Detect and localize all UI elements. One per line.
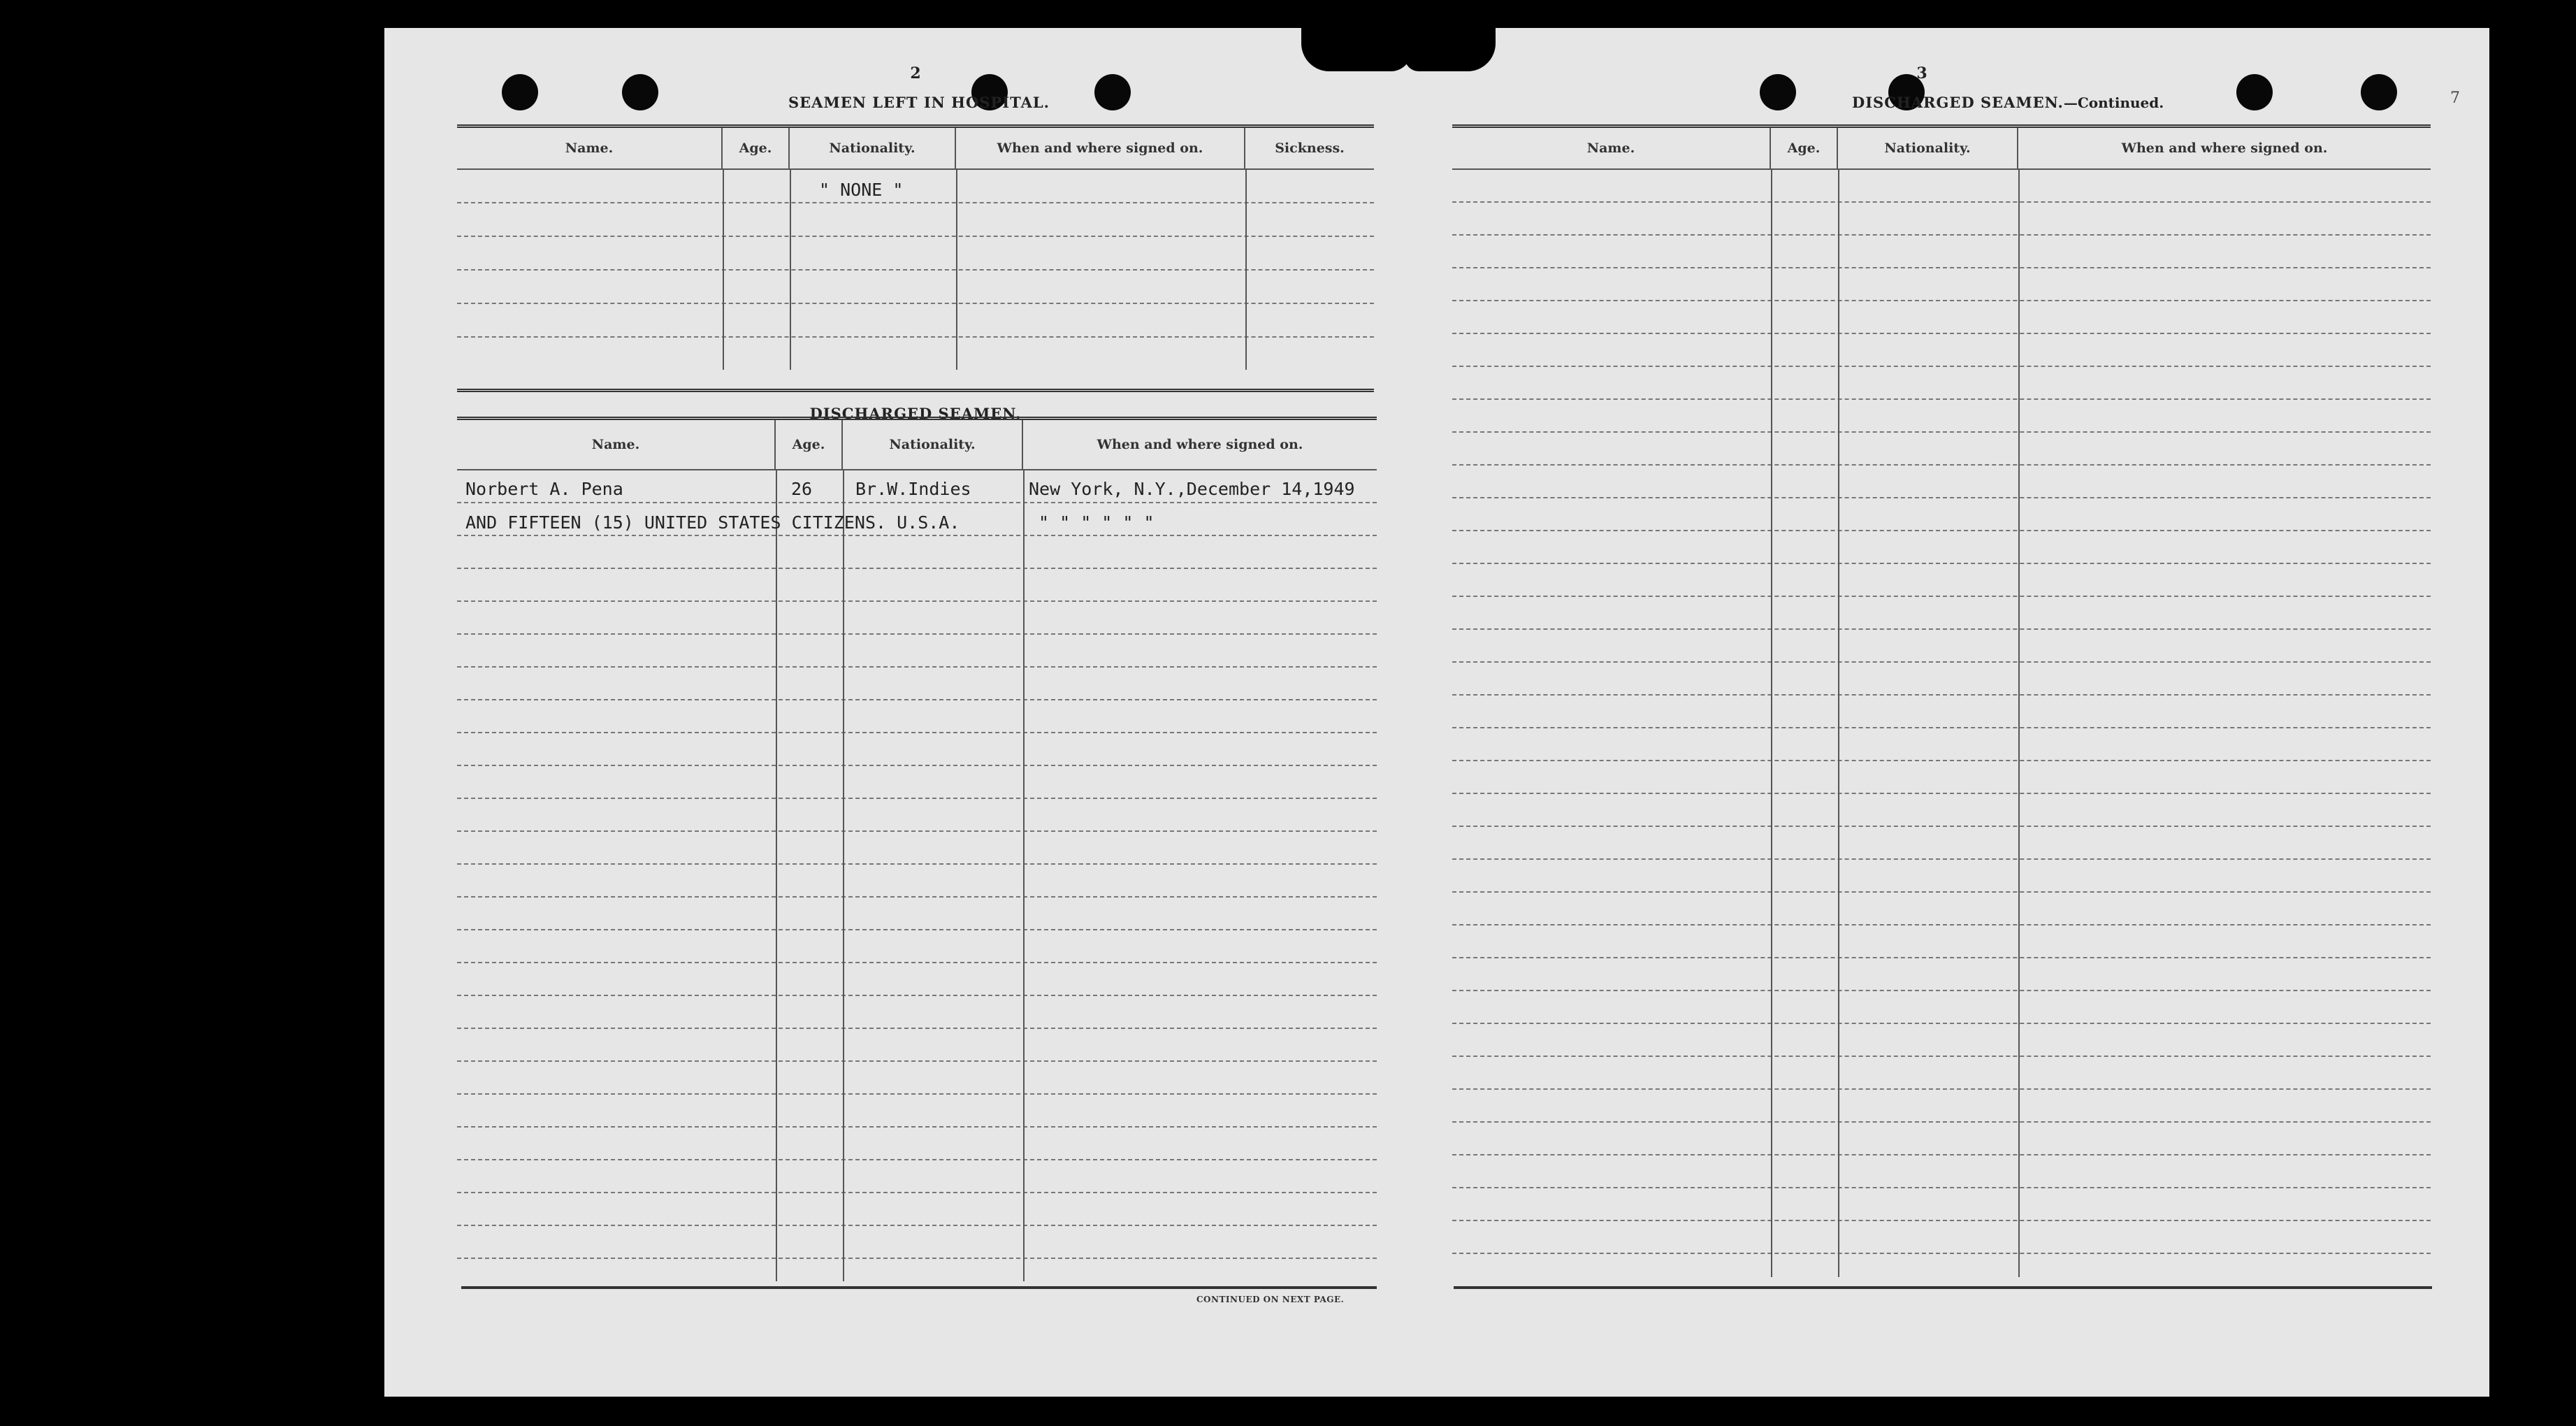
corner-mark: 7 bbox=[2450, 89, 2460, 107]
hospital-table-body bbox=[457, 170, 1374, 370]
col-header-name: Name. bbox=[457, 420, 776, 469]
discharged-table-body bbox=[457, 470, 1377, 1281]
table-row bbox=[1452, 827, 2431, 860]
table-row bbox=[457, 733, 1377, 766]
page-title-main: DISCHARGED SEAMEN. bbox=[1852, 94, 2064, 111]
column-divider bbox=[1771, 170, 1772, 1277]
table-row bbox=[457, 237, 1374, 271]
table-row bbox=[1452, 991, 2431, 1024]
page-number: 2 bbox=[910, 64, 921, 82]
col-header-nationality: Nationality. bbox=[843, 420, 1023, 469]
table-row bbox=[1452, 203, 2431, 236]
punch-hole bbox=[622, 74, 658, 110]
page-title: SEAMEN LEFT IN HOSPITAL. bbox=[788, 94, 1050, 111]
continued-table-header bbox=[1452, 128, 2431, 170]
col-header-name: Name. bbox=[457, 128, 723, 168]
table-row bbox=[1452, 236, 2431, 268]
punch-hole bbox=[2236, 74, 2273, 110]
col-header-signed-on: When and where signed on. bbox=[2121, 141, 2328, 156]
page-title-suffix: —Continued. bbox=[2063, 94, 2164, 111]
table-row bbox=[1452, 400, 2431, 433]
table-row bbox=[1452, 170, 2431, 203]
seaman-age: 26 bbox=[791, 479, 813, 499]
table-row bbox=[1452, 367, 2431, 400]
table-row bbox=[1452, 268, 2431, 301]
column-divider bbox=[2018, 170, 2020, 1277]
table-row bbox=[457, 668, 1377, 700]
none-note: " NONE " bbox=[819, 180, 904, 200]
table-row bbox=[1452, 630, 2431, 663]
punch-hole bbox=[1760, 74, 1796, 110]
table-row bbox=[1452, 466, 2431, 498]
torn-edge bbox=[1301, 28, 1412, 71]
column-divider bbox=[1838, 170, 1839, 1277]
table-row bbox=[1452, 696, 2431, 728]
seaman-name: AND FIFTEEN (15) UNITED STATES CITIZENS. U.S.A. bbox=[465, 512, 960, 533]
continued-table-body bbox=[1452, 170, 2431, 1277]
hospital-table-header bbox=[457, 128, 1374, 170]
hospital-table bbox=[457, 124, 1374, 370]
table-row bbox=[457, 865, 1377, 898]
table-row bbox=[457, 1095, 1377, 1128]
table-row bbox=[1452, 794, 2431, 827]
table-row bbox=[1452, 1057, 2431, 1090]
table-row bbox=[457, 1226, 1377, 1259]
seaman-signed-on: New York, N.Y.,December 14,1949 bbox=[1029, 479, 1355, 499]
table-row bbox=[457, 700, 1377, 733]
table-row bbox=[457, 602, 1377, 635]
col-header-age: Age. bbox=[723, 128, 790, 168]
discharged-continued-table bbox=[1452, 124, 2431, 1277]
col-header-age: Age. bbox=[776, 420, 843, 469]
table-row bbox=[1452, 433, 2431, 466]
col-header-signed-on: When and where signed on. bbox=[956, 128, 1245, 168]
section-title: DISCHARGED SEAMEN. bbox=[457, 389, 1374, 422]
table-row bbox=[1452, 498, 2431, 531]
table-row bbox=[457, 271, 1374, 304]
table-row bbox=[457, 930, 1377, 963]
col-header-nationality: Nationality. bbox=[1838, 128, 2018, 168]
col-header-nationality: Nationality. bbox=[790, 128, 956, 168]
table-row bbox=[457, 203, 1374, 237]
table-row bbox=[1452, 1221, 2431, 1254]
col-header-signed-on: When and where signed on. bbox=[1097, 437, 1303, 452]
table-row bbox=[1452, 301, 2431, 334]
table-row bbox=[1452, 1155, 2431, 1188]
table-row bbox=[457, 569, 1377, 602]
table-row bbox=[457, 1029, 1377, 1062]
left-page bbox=[384, 28, 1412, 1397]
bottom-rule bbox=[461, 1286, 1377, 1289]
table-row bbox=[1452, 1188, 2431, 1221]
table-row bbox=[1452, 597, 2431, 630]
torn-edge bbox=[1405, 28, 1496, 71]
punch-hole bbox=[2361, 74, 2397, 110]
column-divider bbox=[956, 170, 957, 370]
table-row bbox=[1452, 663, 2431, 696]
table-row bbox=[457, 766, 1377, 799]
column-divider bbox=[790, 170, 791, 370]
col-header-sickness: Sickness. bbox=[1275, 141, 1345, 156]
table-row bbox=[457, 996, 1377, 1029]
table-row bbox=[457, 536, 1377, 569]
table-row bbox=[457, 963, 1377, 996]
column-divider bbox=[776, 470, 777, 1281]
continued-note: CONTINUED ON NEXT PAGE. bbox=[1196, 1295, 1345, 1304]
seaman-name: Norbert A. Pena bbox=[465, 479, 623, 499]
table-row bbox=[457, 1160, 1377, 1193]
table-row bbox=[1452, 564, 2431, 597]
col-header-age: Age. bbox=[1771, 128, 1838, 168]
column-divider bbox=[1023, 470, 1025, 1281]
table-row bbox=[457, 1193, 1377, 1226]
table-row bbox=[457, 304, 1374, 338]
table-row bbox=[1452, 761, 2431, 794]
punch-hole bbox=[502, 74, 538, 110]
column-divider bbox=[723, 170, 724, 370]
table-row bbox=[1452, 926, 2431, 958]
table-row bbox=[1452, 1024, 2431, 1057]
document-sheet bbox=[384, 28, 2489, 1397]
discharged-table bbox=[457, 417, 1377, 1281]
table-row bbox=[457, 799, 1377, 832]
page-title bbox=[1852, 94, 2164, 111]
table-row bbox=[457, 832, 1377, 865]
discharged-table-header bbox=[457, 420, 1377, 470]
table-row bbox=[1452, 334, 2431, 367]
table-row bbox=[1452, 531, 2431, 564]
table-row bbox=[457, 170, 1374, 203]
seaman-nationality: Br.W.Indies bbox=[855, 479, 971, 499]
table-row bbox=[1452, 1090, 2431, 1123]
table-row bbox=[1452, 860, 2431, 893]
punch-hole bbox=[1094, 74, 1131, 110]
column-divider bbox=[843, 470, 844, 1281]
col-header-name: Name. bbox=[1452, 128, 1771, 168]
table-row bbox=[457, 898, 1377, 930]
table-row bbox=[1452, 728, 2431, 761]
table-row bbox=[457, 1128, 1377, 1160]
table-row bbox=[457, 635, 1377, 668]
bottom-rule bbox=[1454, 1286, 2432, 1289]
table-row bbox=[1452, 893, 2431, 926]
page-number: 3 bbox=[1916, 64, 1927, 82]
table-row bbox=[1452, 958, 2431, 991]
ditto-marks: " " " " " " bbox=[1039, 512, 1155, 533]
right-page bbox=[1454, 28, 2489, 1397]
column-divider bbox=[1245, 170, 1247, 370]
table-row bbox=[1452, 1123, 2431, 1155]
table-row bbox=[457, 1062, 1377, 1095]
